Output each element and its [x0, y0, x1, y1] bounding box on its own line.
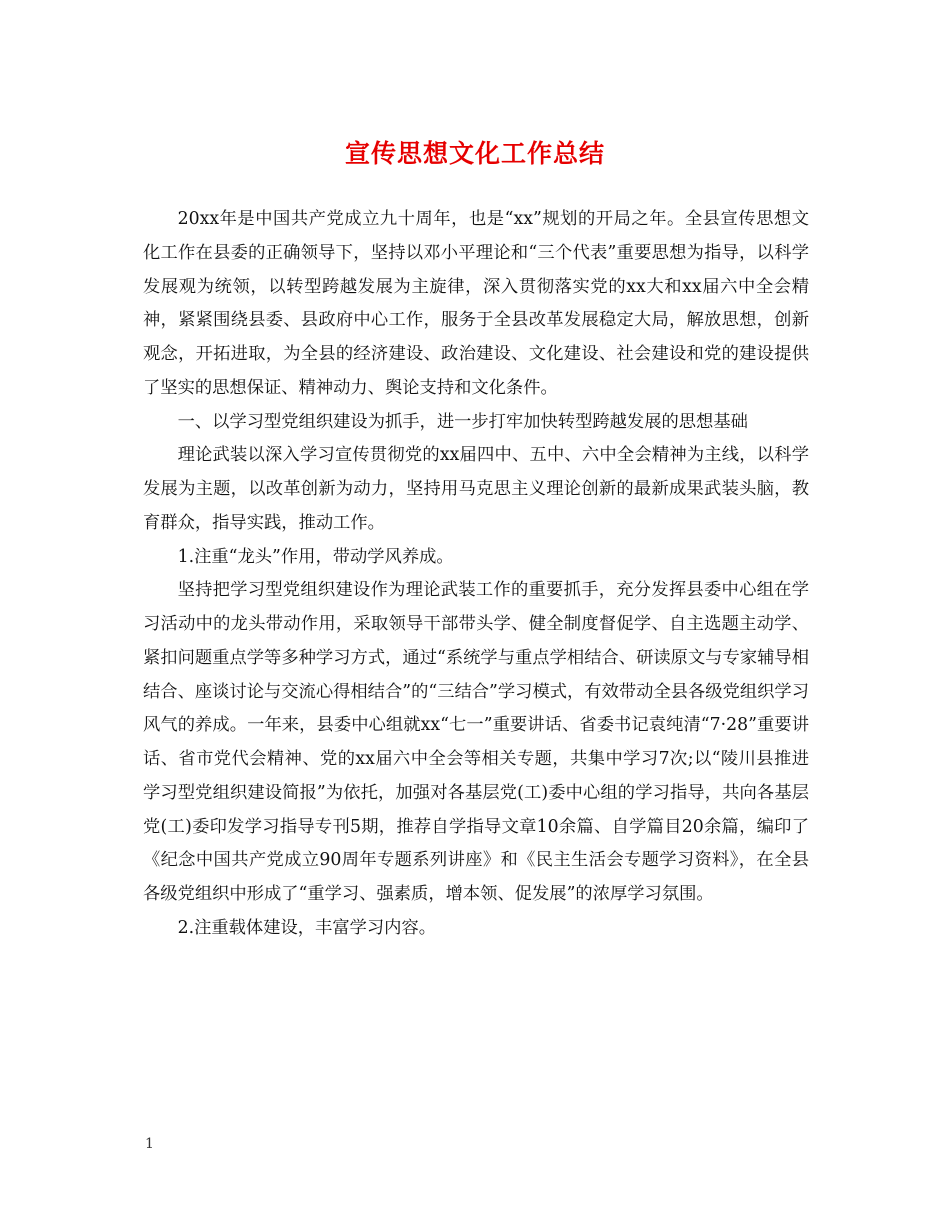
paragraph-intro: 20xx年是中国共产党成立九十周年，也是“xx”规划的开局之年。全县宣传思想文化工作在县委的正确领导下，坚持以邓小平理论和“三个代表”重要思想为指导，以科学发展观为统领，以转型跨越发展为主旋律，深入贯彻落实党的xx大和xx届六中全会精神，紧紧围绕县委、县政府中心工作，服务于全县改革发展稳定大局，解放思想，创新观念，开拓进取，为全县的经济建设、政治建设、文化建设、社会建设和党的建设提供了坚实的思想保证、精神动力、舆论支持和文化条件。 [143, 209, 809, 398]
document-body [143, 203, 809, 946]
document-title: 宣传思想文化工作总结 [344, 139, 605, 168]
page-number: 1 [145, 1136, 154, 1152]
subheading-2: 2.注重载体建设，丰富学习内容。 [177, 917, 437, 938]
paragraph-theory: 理论武装以深入学习宣传贯彻党的xx届四中、五中、六中全会精神为主线，以科学发展为主题，以改革创新为动力，坚持用马克思主义理论创新的最新成果武装头脑，教育群众，指导实践，推动工作。 [143, 445, 809, 533]
subheading-1: 1.注重“龙头”作用，带动学风养成。 [177, 546, 454, 567]
paragraph-study: 坚持把学习型党组织建设作为理论武装工作的重要抓手，充分发挥县委中心组在学习活动中的龙头带动作用，采取领导干部带头学、健全制度督促学、自主选题主动学、紧扣问题重点学等多种学习方式，通过“系统学与重点学相结合、研读原文与专家辅导相结合、座谈讨论与交流心得相结合”的“三结合”学习模式，有效带动全县各级党组织学习风气的养成。一年来，县委中心组就xx“七一”重要讲话、省委书记袁纯清“7·28”重要讲话、省市党代会精神、党的xx届六中全会等相关专题，共集中学习7次;以“陵川县推进学习型党组织建设简报”为依托，加强对各基层党(工)委中心组的学习指导，共向各基层党(工)委印发学习指导专刊5期，推荐自学指导文章10余篇、自学篇目20余篇，编印了《纪念中国共产党成立90周年专题系列讲座》和《民主生活会专题学习资料》，在全县各级党组织中形成了“重学习、强素质，增本领、促发展”的浓厚学习氛围。 [143, 580, 809, 904]
section-heading-1: 一、以学习型党组织建设为抓手，进一步打牢加快转型跨越发展的思想基础 [177, 411, 748, 432]
